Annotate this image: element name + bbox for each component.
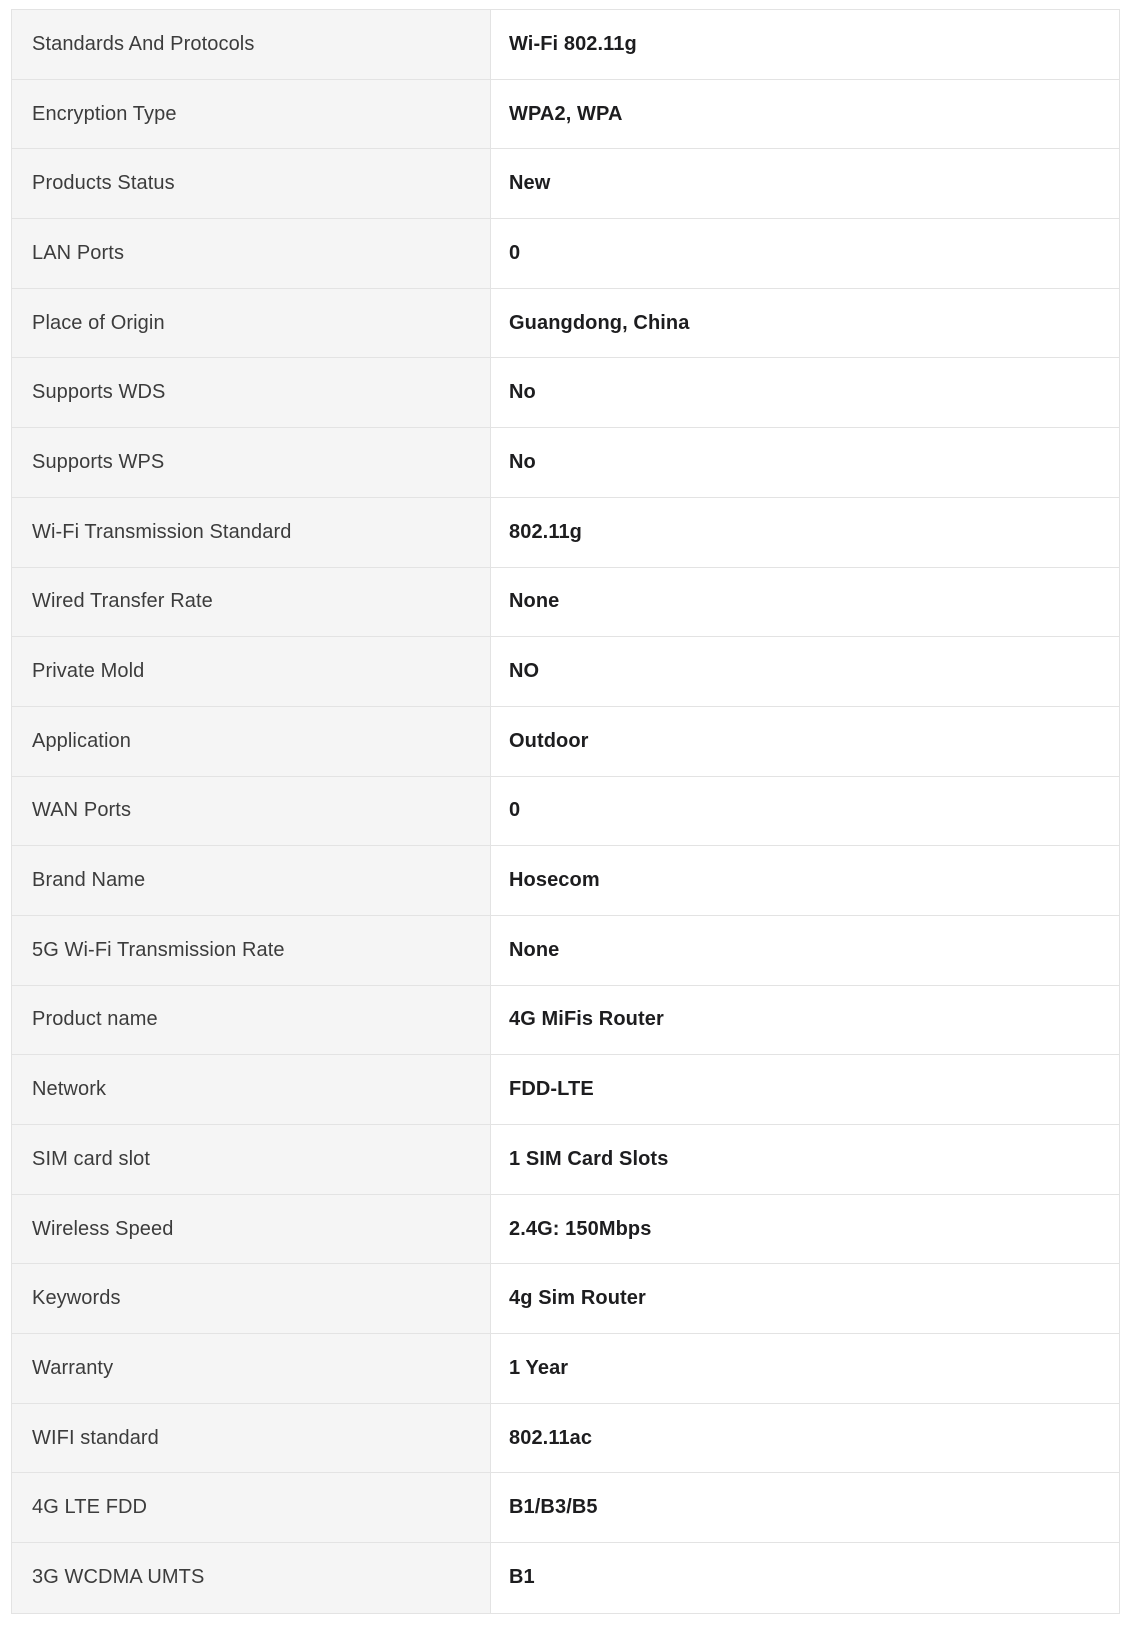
spec-value: 802.11ac	[509, 1426, 593, 1449]
spec-value: 802.11g	[509, 520, 582, 543]
spec-value: New	[509, 172, 551, 195]
spec-label: Wireless Speed	[32, 1217, 174, 1240]
spec-value: 1 Year	[509, 1356, 569, 1379]
spec-label-cell	[12, 637, 491, 706]
spec-label-cell	[12, 428, 491, 497]
spec-label: Supports WDS	[32, 381, 166, 404]
spec-label-cell	[12, 80, 491, 149]
spec-row	[12, 80, 1119, 150]
spec-label: Wi-Fi Transmission Standard	[32, 520, 292, 543]
spec-value-cell	[491, 1543, 1119, 1613]
spec-label-cell	[12, 149, 491, 218]
spec-row	[12, 1195, 1119, 1265]
spec-value-cell	[491, 1195, 1119, 1264]
spec-value: Hosecom	[509, 869, 600, 892]
spec-value-cell	[491, 149, 1119, 218]
spec-row	[12, 219, 1119, 289]
spec-value-cell	[491, 1055, 1119, 1124]
spec-value-cell	[491, 1473, 1119, 1542]
spec-row	[12, 1125, 1119, 1195]
spec-value: None	[509, 590, 560, 613]
spec-label: Keywords	[32, 1287, 121, 1310]
spec-label: Application	[32, 729, 131, 752]
spec-value: B1/B3/B5	[509, 1496, 598, 1519]
spec-value-cell	[491, 1334, 1119, 1403]
spec-value-cell	[491, 1264, 1119, 1333]
spec-row	[12, 10, 1119, 80]
spec-label-cell	[12, 1055, 491, 1124]
spec-row	[12, 1264, 1119, 1334]
spec-value: Wi-Fi 802.11g	[509, 32, 637, 55]
spec-row	[12, 846, 1119, 916]
spec-label: Products Status	[32, 172, 175, 195]
spec-label-cell	[12, 707, 491, 776]
spec-value-cell	[491, 637, 1119, 706]
spec-label-cell	[12, 1404, 491, 1473]
spec-label: Network	[32, 1078, 107, 1101]
spec-row	[12, 637, 1119, 707]
spec-label: 4G LTE FDD	[32, 1496, 148, 1519]
spec-label: Product name	[32, 1008, 158, 1031]
spec-label-cell	[12, 1334, 491, 1403]
spec-label-cell	[12, 1264, 491, 1333]
spec-value-cell	[491, 707, 1119, 776]
spec-value: 1 SIM Card Slots	[509, 1147, 669, 1170]
spec-label-cell	[12, 777, 491, 846]
spec-value: 0	[509, 799, 521, 822]
spec-value: Guangdong, China	[509, 311, 690, 334]
spec-label-cell	[12, 1125, 491, 1194]
spec-value-cell	[491, 219, 1119, 288]
spec-value: Outdoor	[509, 729, 589, 752]
spec-value-cell	[491, 10, 1119, 79]
spec-row	[12, 568, 1119, 638]
spec-row	[12, 777, 1119, 847]
spec-label: WIFI standard	[32, 1426, 159, 1449]
spec-label-cell	[12, 846, 491, 915]
spec-row	[12, 1334, 1119, 1404]
spec-label-cell	[12, 289, 491, 358]
spec-label: Brand Name	[32, 869, 146, 892]
spec-value: No	[509, 381, 536, 404]
spec-value-cell	[491, 358, 1119, 427]
spec-label-cell	[12, 1195, 491, 1264]
spec-label-cell	[12, 1473, 491, 1542]
spec-row	[12, 1055, 1119, 1125]
product-spec-table	[11, 9, 1120, 1614]
spec-value-cell	[491, 846, 1119, 915]
spec-label: Encryption Type	[32, 102, 177, 125]
spec-label: Wired Transfer Rate	[32, 590, 213, 613]
spec-value: NO	[509, 660, 540, 683]
spec-value-cell	[491, 1125, 1119, 1194]
spec-label: Place of Origin	[32, 311, 165, 334]
spec-value: 4G MiFis Router	[509, 1008, 664, 1031]
spec-label-cell	[12, 986, 491, 1055]
spec-label-cell	[12, 1543, 491, 1613]
spec-value: 2.4G: 150Mbps	[509, 1217, 652, 1240]
spec-label-cell	[12, 10, 491, 79]
spec-row	[12, 1543, 1119, 1613]
spec-value: FDD-LTE	[509, 1078, 594, 1101]
spec-value: No	[509, 450, 536, 473]
spec-label-cell	[12, 916, 491, 985]
spec-value-cell	[491, 289, 1119, 358]
spec-value-cell	[491, 1404, 1119, 1473]
spec-value-cell	[491, 428, 1119, 497]
spec-label: Warranty	[32, 1356, 114, 1379]
spec-label: 5G Wi-Fi Transmission Rate	[32, 938, 285, 961]
spec-value-cell	[491, 498, 1119, 567]
spec-label: SIM card slot	[32, 1147, 150, 1170]
spec-label-cell	[12, 219, 491, 288]
spec-row	[12, 1473, 1119, 1543]
spec-row	[12, 986, 1119, 1056]
spec-label: Private Mold	[32, 660, 145, 683]
spec-label: LAN Ports	[32, 241, 125, 264]
spec-label-cell	[12, 358, 491, 427]
spec-value: None	[509, 938, 560, 961]
spec-row	[12, 358, 1119, 428]
spec-value-cell	[491, 80, 1119, 149]
spec-value: 0	[509, 241, 521, 264]
spec-label-cell	[12, 568, 491, 637]
spec-value: 4g Sim Router	[509, 1287, 646, 1310]
spec-row	[12, 916, 1119, 986]
spec-row	[12, 428, 1119, 498]
spec-value: WPA2, WPA	[509, 102, 623, 125]
spec-row	[12, 498, 1119, 568]
spec-value: B1	[509, 1566, 535, 1589]
spec-label: WAN Ports	[32, 799, 132, 822]
spec-value-cell	[491, 916, 1119, 985]
spec-row	[12, 289, 1119, 359]
spec-row	[12, 149, 1119, 219]
spec-value-cell	[491, 986, 1119, 1055]
spec-label-cell	[12, 498, 491, 567]
spec-label: Standards And Protocols	[32, 32, 255, 55]
spec-row	[12, 1404, 1119, 1474]
spec-label: 3G WCDMA UMTS	[32, 1566, 205, 1589]
spec-value-cell	[491, 568, 1119, 637]
spec-row	[12, 707, 1119, 777]
spec-label: Supports WPS	[32, 450, 165, 473]
spec-value-cell	[491, 777, 1119, 846]
